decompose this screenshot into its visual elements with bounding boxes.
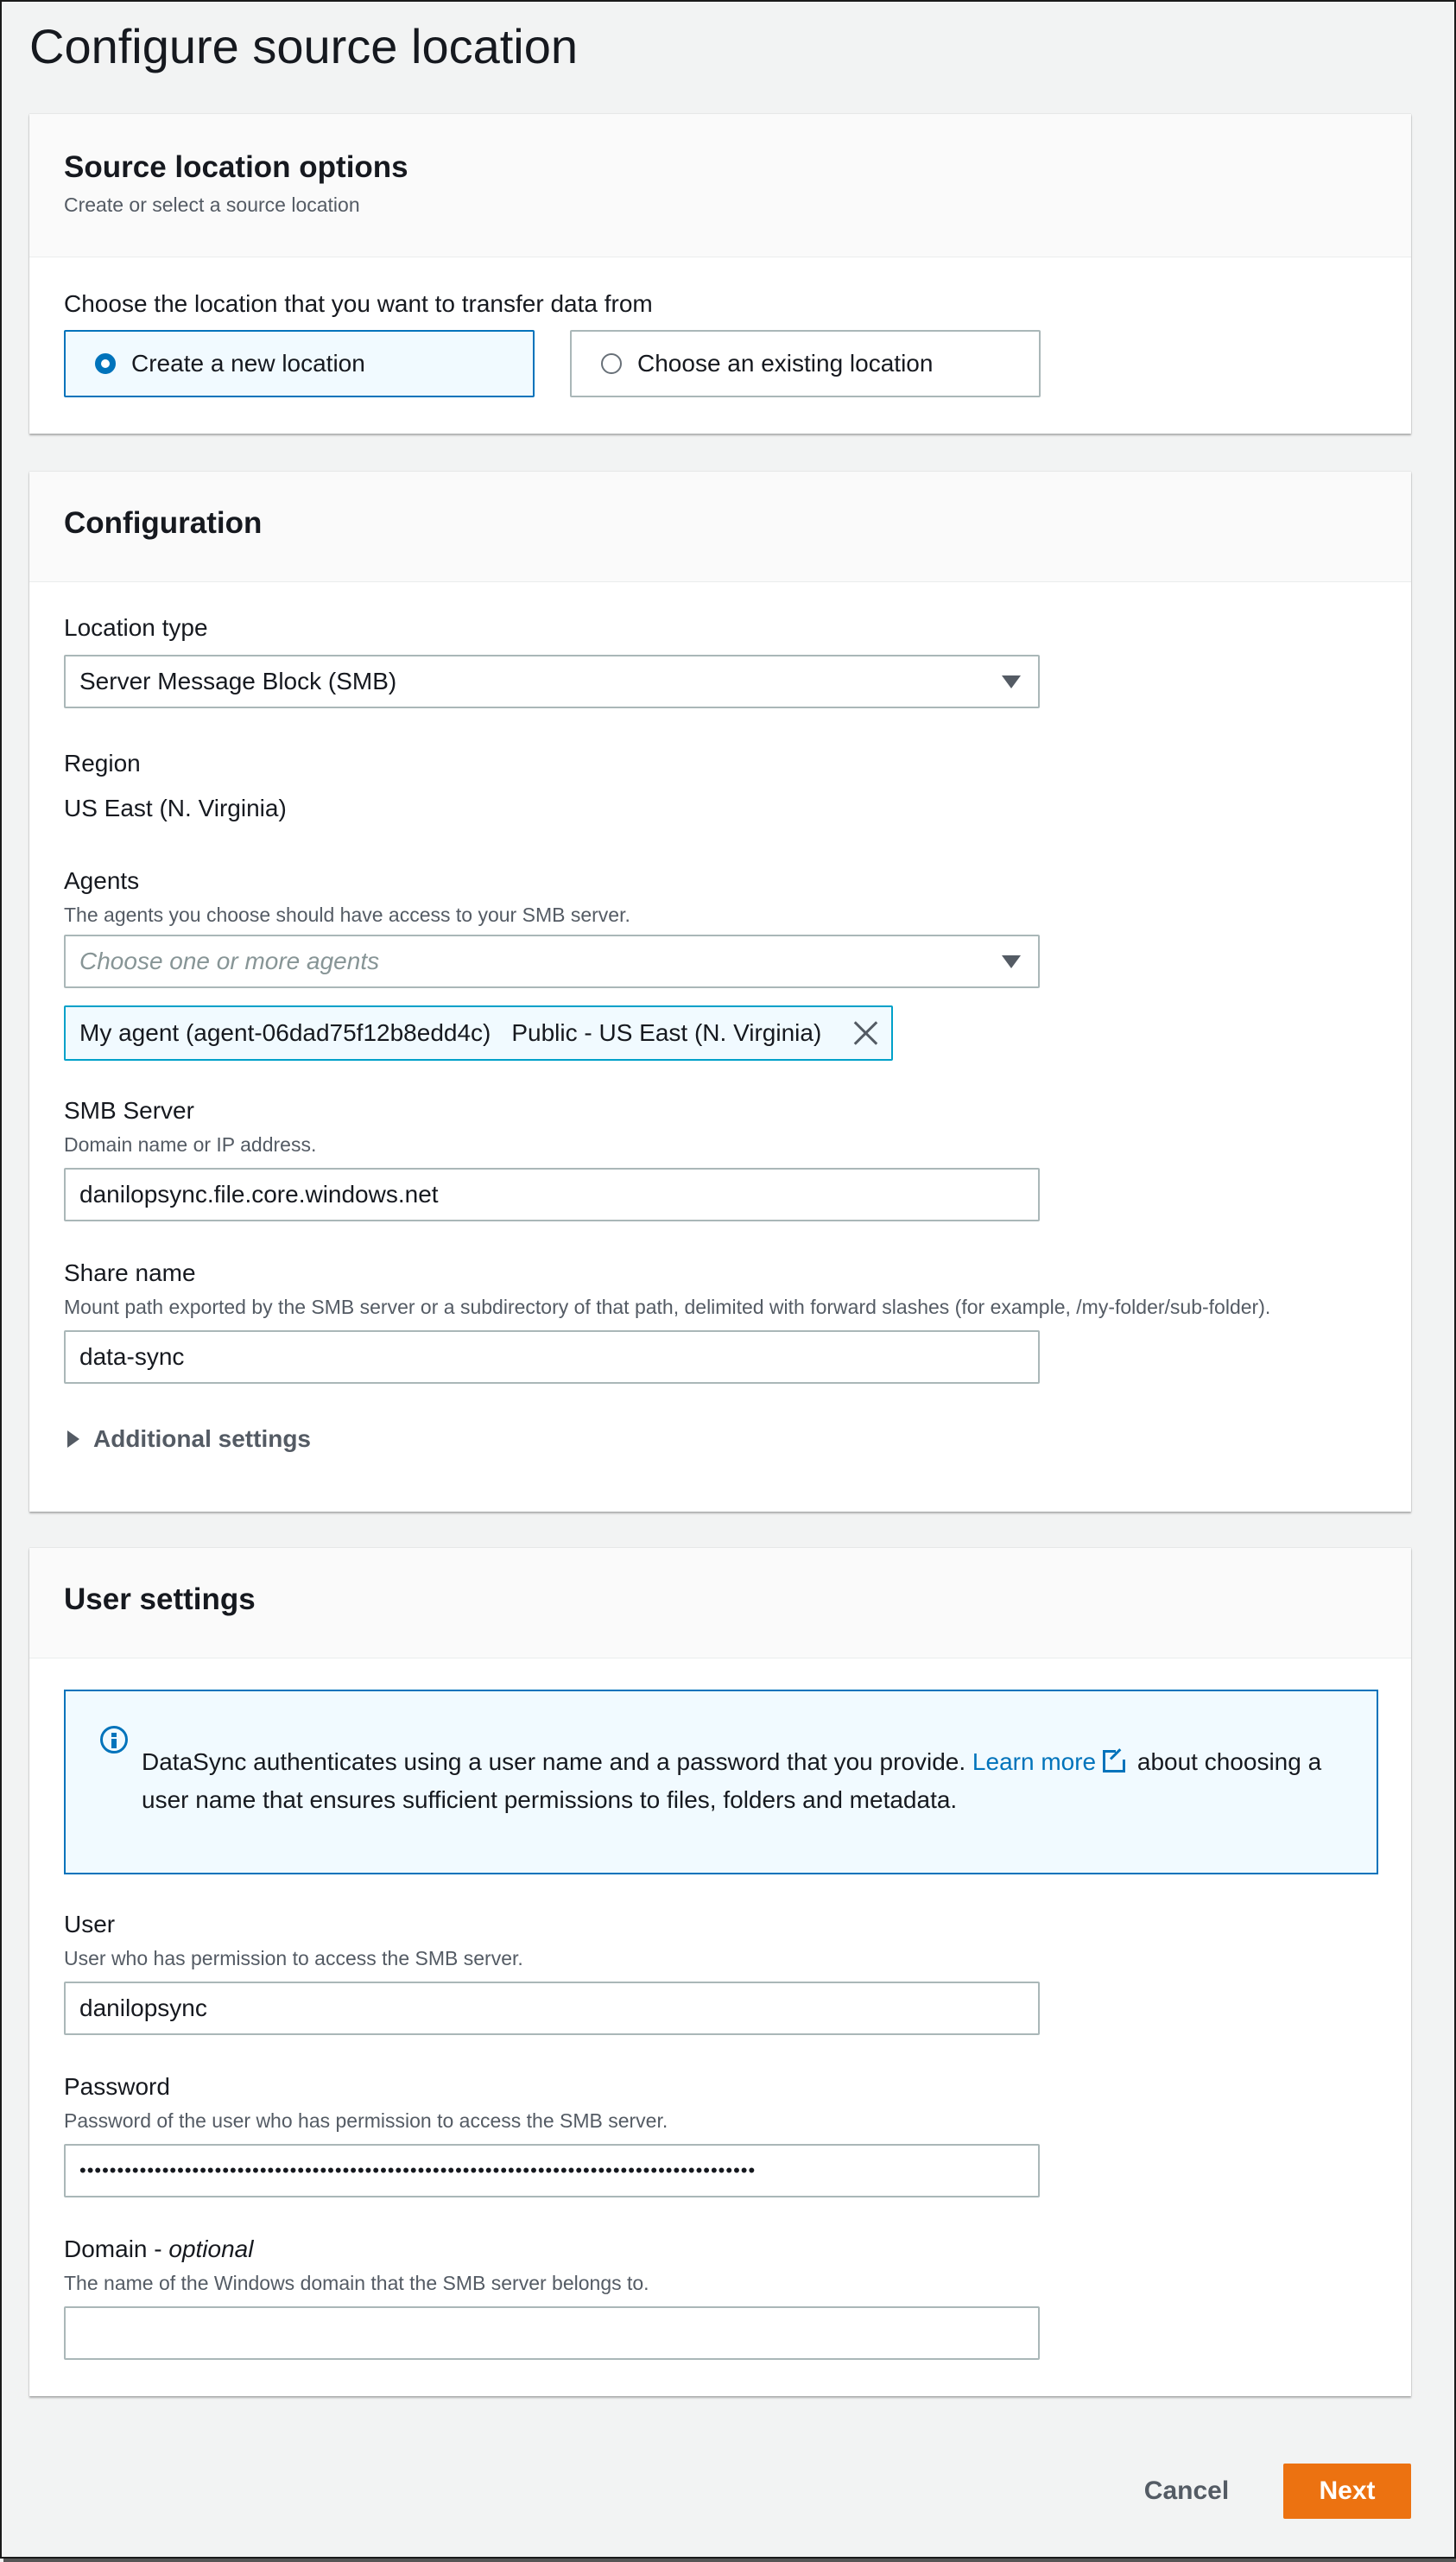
panel-header [29,472,1411,582]
panel-title: Source location options [64,150,408,184]
agents-select[interactable] [64,935,1040,988]
password-description: Password of the user who has permission to access the SMB server. [64,2109,668,2132]
share-name-input[interactable] [64,1330,1040,1384]
radio-choose-existing-location[interactable] [570,330,1041,397]
smb-server-label: SMB Server [64,1097,194,1124]
user-description: User who has permission to access the SMB server. [64,1947,523,1969]
next-button[interactable]: Next [1283,2464,1411,2519]
location-type-value: Server Message Block (SMB) [79,668,397,694]
caret-right-icon [67,1430,79,1448]
smb-server-description: Domain name or IP address. [64,1133,317,1156]
caret-down-icon [1002,955,1021,968]
configuration-panel [29,472,1411,1512]
agents-label: Agents [64,867,140,894]
password-value: •••••••••••••••••••••••••••••••••••••••••••••••••••••••••••••••••••••••••••••••••••••••••• [79,2159,756,2181]
smb-server-input[interactable] [64,1168,1040,1221]
user-input[interactable] [64,1982,1040,2035]
cancel-button[interactable]: Cancel [1135,2464,1238,2519]
close-icon[interactable] [851,1019,879,1047]
panel-header [29,114,1411,257]
radio-label: Create a new location [131,350,365,377]
additional-settings-label: Additional settings [93,1425,311,1452]
agent-token-name: My agent (agent-06dad75f12b8edd4c) [79,1019,491,1046]
agents-placeholder: Choose one or more agents [79,948,380,974]
panel-title: Configuration [64,506,263,540]
radio-label: Choose an existing location [637,350,934,377]
user-label: User [64,1911,116,1937]
page-title: Configure source location [29,19,579,73]
region-label: Region [64,750,141,777]
info-text-after: about choosing a user name that ensures sufficient permissions to files, folders and metadata. [142,1748,1322,1813]
agent-token [64,1005,893,1061]
domain-label-text: Domain - [64,2235,169,2262]
info-text [142,1743,1351,1819]
password-label: Password [64,2073,170,2100]
info-icon [100,1726,128,1753]
domain-description: The name of the Windows domain that the SMB server belongs to. [64,2272,649,2294]
caret-down-icon [1002,675,1021,688]
info-alert [64,1690,1378,1874]
user-settings-panel [29,1548,1411,2396]
info-text-before: DataSync authenticates using a user name and a password that you provide. [142,1748,972,1775]
source-location-options-panel [29,114,1411,434]
learn-more-link[interactable]: Learn more [972,1748,1097,1775]
share-name-label: Share name [64,1259,196,1286]
user-value: danilopsync [79,1994,207,2021]
password-input[interactable] [64,2144,1040,2197]
agents-description: The agents you choose should have access to your SMB server. [64,904,630,926]
panel-subtitle: Create or select a source location [64,193,360,216]
source-question-label: Choose the location that you want to transfer data from [64,290,653,317]
radio-create-new-location[interactable] [64,330,535,397]
smb-server-value: danilopsync.file.core.windows.net [79,1181,439,1208]
panel-title: User settings [64,1582,256,1616]
domain-input[interactable] [64,2306,1040,2360]
panel-header [29,1548,1411,1658]
radio-unselected-icon [601,353,622,374]
region-value: US East (N. Virginia) [64,795,287,821]
external-link-icon[interactable] [1103,1750,1125,1772]
location-type-label: Location type [64,614,208,641]
radio-selected-icon [95,353,116,374]
location-type-select[interactable] [64,655,1040,708]
domain-optional-text: optional [168,2235,254,2262]
share-name-value: data-sync [79,1343,185,1370]
additional-settings-expander[interactable] [67,1425,311,1453]
domain-label [64,2235,253,2263]
agent-token-detail: Public - US East (N. Virginia) [511,1019,822,1046]
share-name-description: Mount path exported by the SMB server or a subdirectory of that path, delimited with forward slashes (for example, /my-folder/sub-folder). [64,1296,1271,1318]
